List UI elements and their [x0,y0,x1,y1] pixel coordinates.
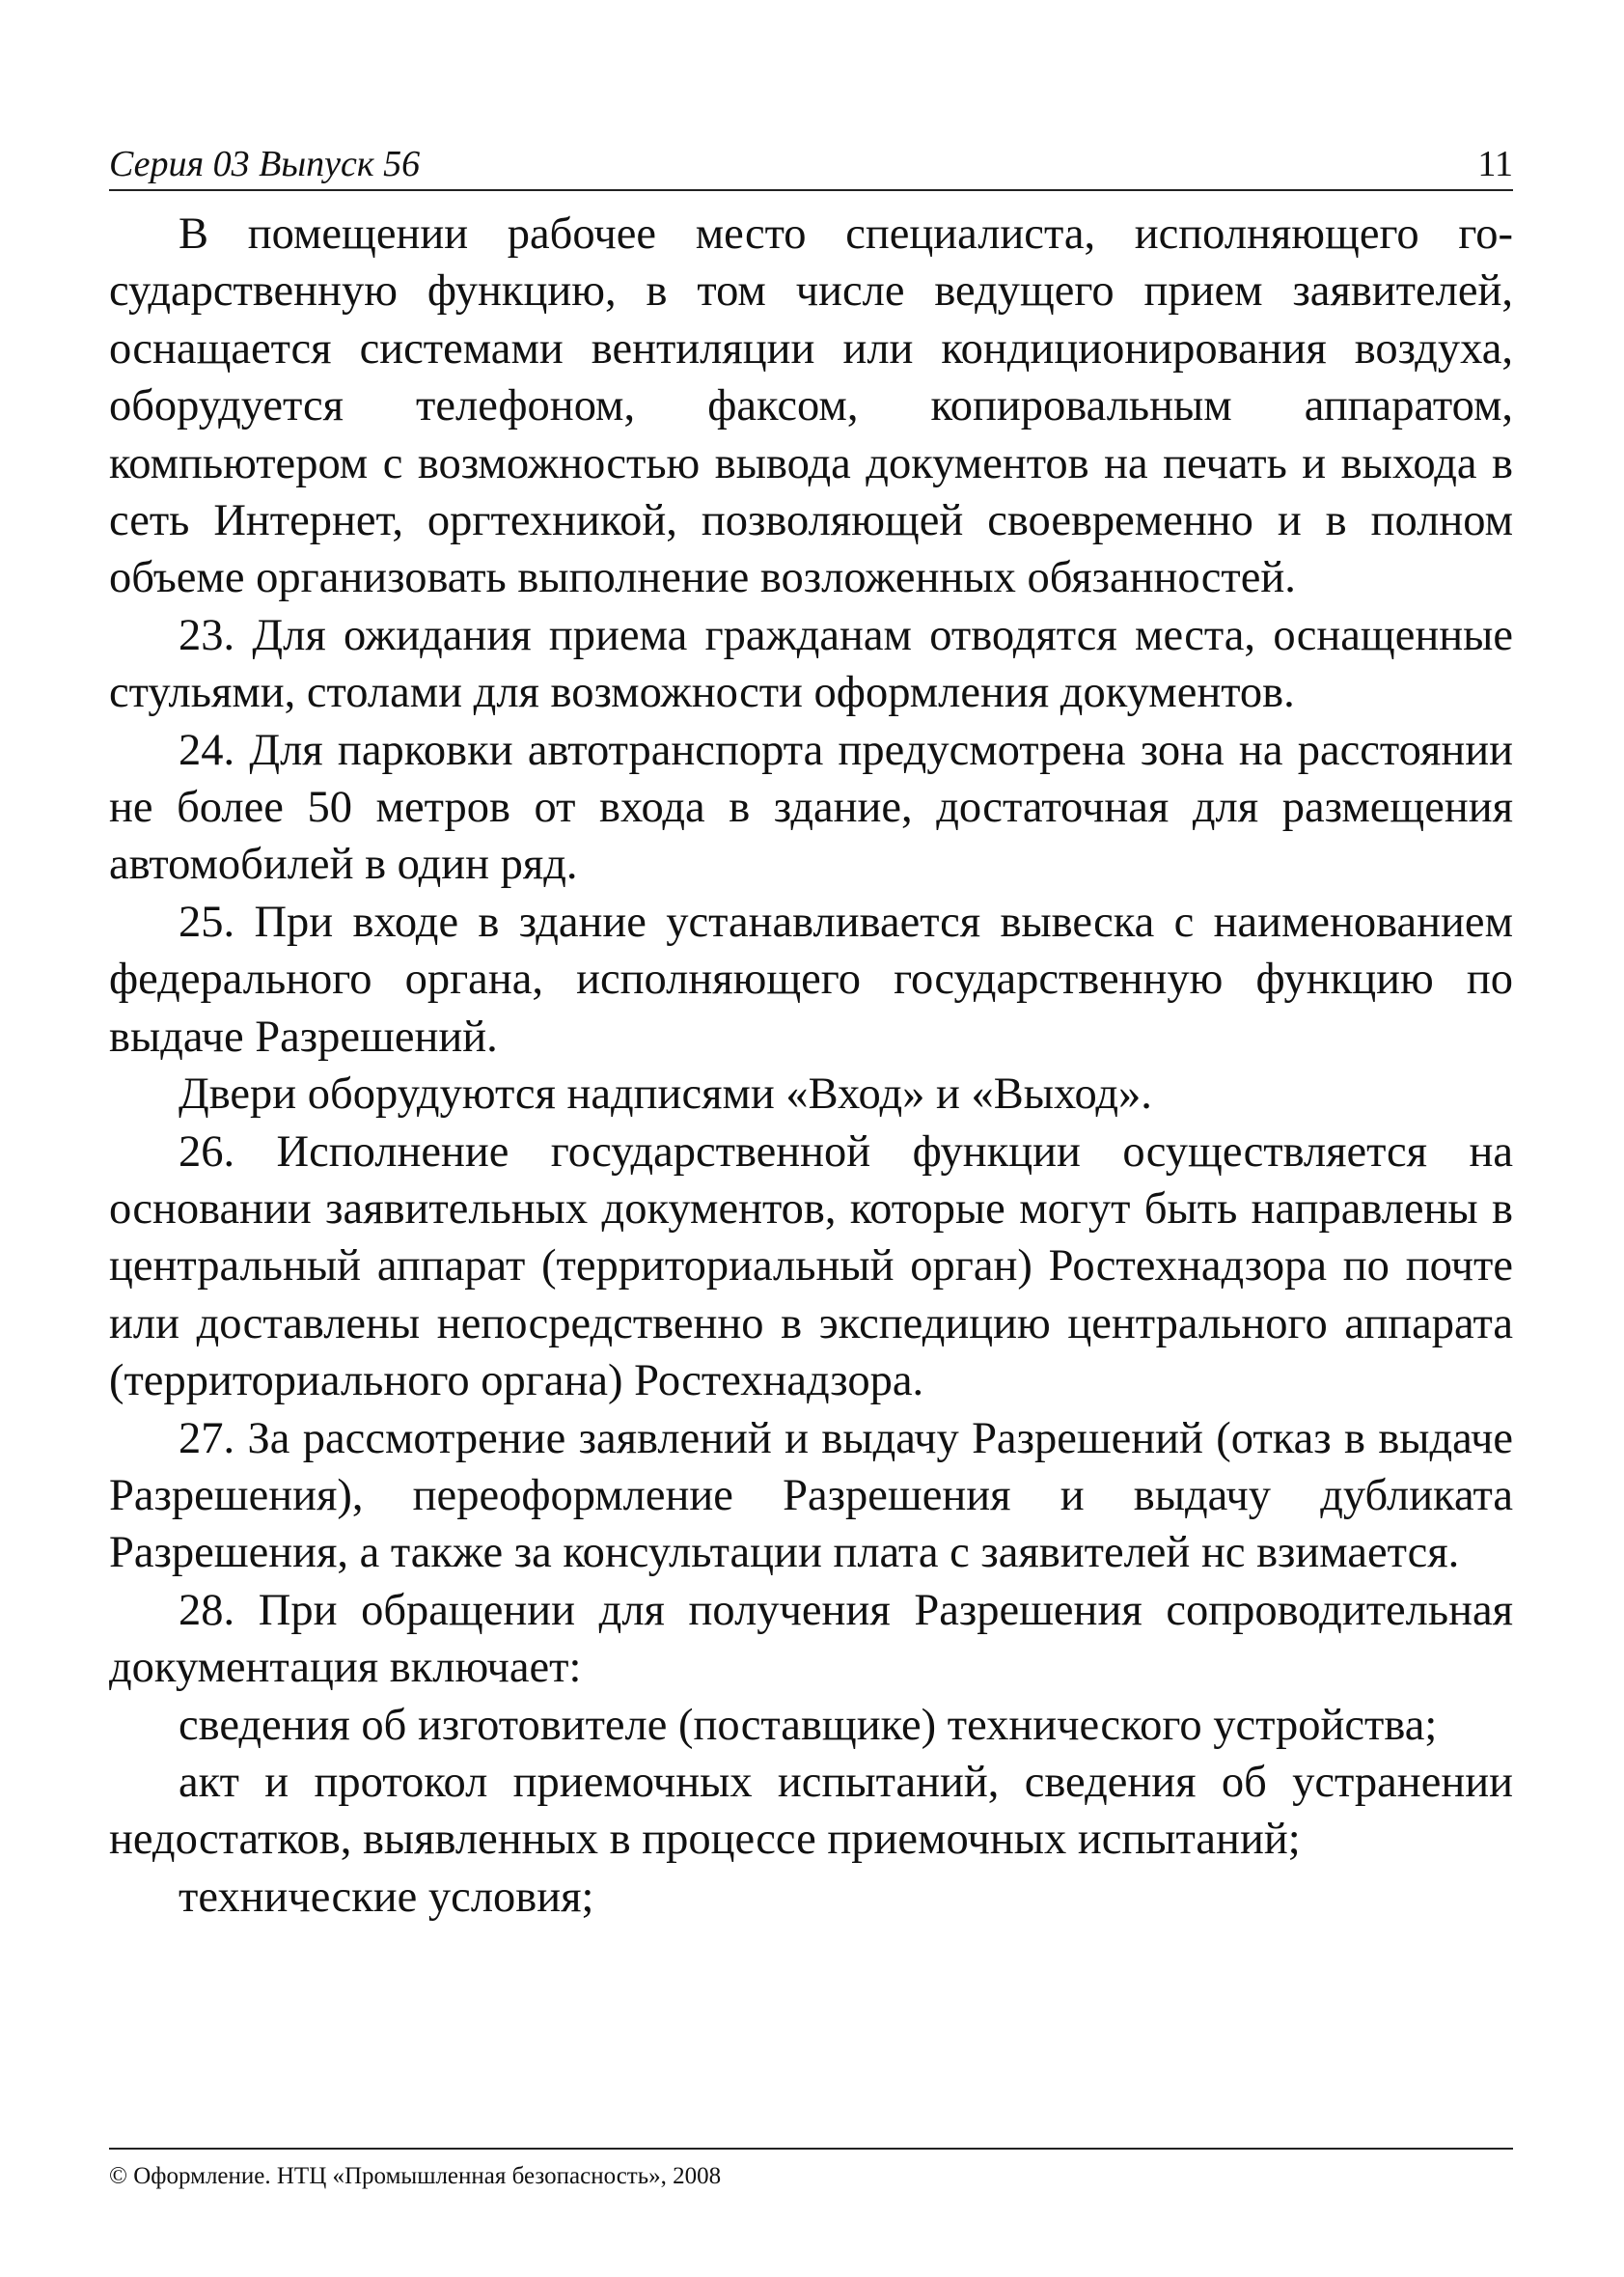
paragraph-25: 25. При входе в здание устанавливается вывеска с наименованием федерального органа, исполняющего государственную функцию по выдаче Разрешений. [109,897,1513,1062]
paragraph-28: 28. При обращении для получения Разрешения сопроводительная документация включает: [109,1585,1513,1693]
page-number: 11 [1477,144,1513,184]
paragraph-27: 27. За рассмотрение заявлений и выдачу Разрешений (отказ в выдаче Разрешения), переоформление Разрешения и выдачу дубликата Разрешения, а также за консультации плата с заявителей нс взимается. [109,1413,1513,1578]
series-label: Серия 03 Выпуск 56 [109,144,421,184]
list-item-test-report: акт и протокол приемочных испытаний, сведения об устранении недостатков, выявленных в процессе приемочных испытаний; [109,1757,1513,1865]
body-text [109,206,1513,1926]
paragraph-26: 26. Исполнение государственной функции осуществляется на основании заявительных документов, которые могут быть направлены в центральный аппарат (территориальный орган) Ростехнадзора по почте или доставлены непосредственно в экспедицию центрального аппарата (территориального органа) Ростехнадзора. [109,1126,1513,1406]
page-header [109,143,1513,191]
list-item-specifications: технические условия; [179,1872,594,1922]
list-item-manufacturer: сведения об изготовителе (поставщике) технического устройства; [179,1700,1438,1750]
page-footer [109,2148,1513,2192]
copyright-note: © Оформление. НТЦ «Промышленная безопасность», 2008 [109,2163,722,2189]
paragraph-23: 23. Для ожидания приема гражданам отводятся места, оснащенные стульями, столами для возможности оформления документов. [109,610,1513,718]
paragraph-doors: Двери оборудуются надписями «Вход» и «Выход». [179,1069,1152,1120]
paragraph-workplace: В помещении рабочее место специалиста, исполняющего государственную функцию, в том числе ведущего прием заявителей, оснащается системами вентиляции или кондиционирования воздуха, оборудуется телефоном, факсом, копировальным аппаратом, компьютером с возможностью вывода документов на печать и выхода в сеть Интернет, оргтехникой, позволяющей своевременно и в полном объеме организовать выполнение возложенных обязанностей. [109,209,1513,603]
paragraph-24: 24. Для парковки автотранспорта предусмотрена зона на расстоянии не более 50 метров от входа в здание, достаточная для размещения автомобилей в один ряд. [109,725,1513,890]
